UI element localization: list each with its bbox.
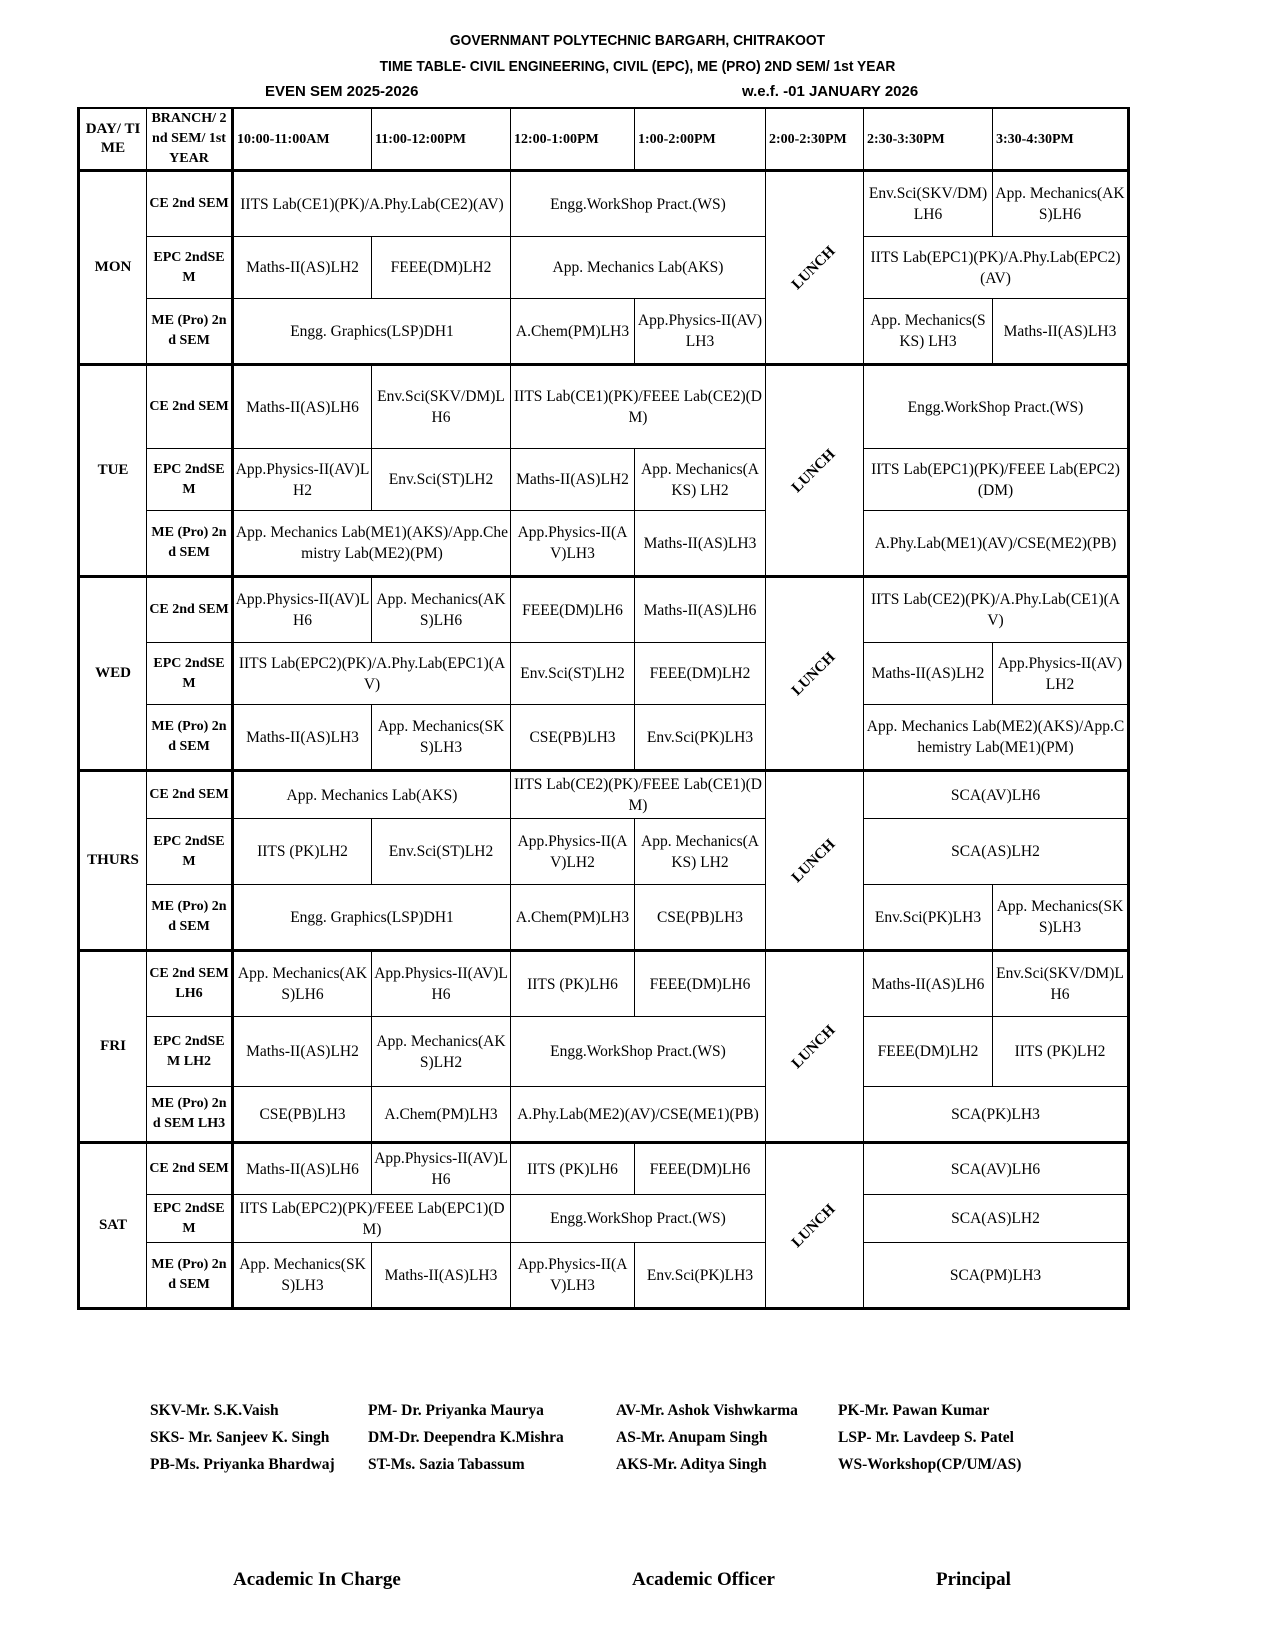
timetable-row [79, 951, 1129, 1017]
class-cell: App. Mechanics(SKS)LH3 [993, 885, 1129, 951]
class-cell: FEEE(DM)LH6 [635, 1143, 766, 1195]
timetable-row [79, 705, 1129, 771]
timetable-row [79, 1195, 1129, 1243]
class-cell: Maths-II(AS)LH2 [233, 237, 372, 299]
class-cell: Maths-II(AS)LH6 [233, 365, 372, 449]
lunch-break [766, 171, 864, 365]
class-cell: App. Mechanics(AKS) LH2 [635, 449, 766, 511]
class-cell: FEEE(DM)LH6 [635, 951, 766, 1017]
branch-label: EPC 2ndSEM [147, 449, 233, 511]
slot-header: 2:00-2:30PM [766, 108, 864, 171]
class-cell: App.Physics-II(AV)LH6 [372, 951, 511, 1017]
class-cell: App. Mechanics(AKS)LH2 [372, 1017, 511, 1087]
branch-label: ME (Pro) 2nd SEM LH3 [147, 1087, 233, 1143]
class-cell: IITS (PK)LH6 [511, 1143, 635, 1195]
day-label: FRI [79, 951, 147, 1143]
class-cell: IITS Lab(CE2)(PK)/A.Phy.Lab(CE1)(AV) [864, 577, 1129, 643]
day-label: SAT [79, 1143, 147, 1309]
class-cell: Maths-II(AS)LH2 [864, 643, 993, 705]
branch-label: ME (Pro) 2nd SEM [147, 705, 233, 771]
class-cell: IITS (PK)LH2 [233, 819, 372, 885]
lunch-label: LUNCH [789, 1021, 839, 1072]
day-label: THURS [79, 771, 147, 951]
class-cell: App.Physics-II(AV)LH2 [511, 819, 635, 885]
class-cell: App. Mechanics(SKS)LH3 [233, 1243, 372, 1309]
lunch-label: LUNCH [789, 648, 839, 699]
class-cell: App.Physics-II(AV)LH3 [511, 511, 635, 577]
day-label: TUE [79, 365, 147, 577]
legend-entry: SKS- Mr. Sanjeev K. Singh [150, 1429, 330, 1446]
class-cell: IITS Lab(EPC1)(PK)/FEEE Lab(EPC2)(DM) [864, 449, 1129, 511]
branch-label: CE 2nd SEM LH6 [147, 951, 233, 1017]
class-cell: Env.Sci(PK)LH3 [635, 705, 766, 771]
branch-label: EPC 2ndSEM LH2 [147, 1017, 233, 1087]
legend-entry: DM-Dr. Deependra K.Mishra [368, 1429, 564, 1446]
branch-label: EPC 2ndSEM [147, 819, 233, 885]
class-cell: IITS (PK)LH2 [993, 1017, 1129, 1087]
class-cell: FEEE(DM)LH2 [372, 237, 511, 299]
timetable-row [79, 449, 1129, 511]
class-cell: Env.Sci(ST)LH2 [372, 449, 511, 511]
branch-header: BRANCH/ 2nd SEM/ 1st YEAR [147, 108, 233, 171]
branch-label: CE 2nd SEM [147, 577, 233, 643]
class-cell: Env.Sci(ST)LH2 [511, 643, 635, 705]
timetable-row [79, 885, 1129, 951]
legend-entry: PB-Ms. Priyanka Bhardwaj [150, 1456, 335, 1473]
class-cell: Engg. Graphics(LSP)DH1 [233, 885, 511, 951]
class-cell: App. Mechanics(AKS)LH6 [233, 951, 372, 1017]
legend-entry: PM- Dr. Priyanka Maurya [368, 1402, 544, 1419]
branch-label: CE 2nd SEM [147, 1143, 233, 1195]
class-cell: IITS Lab(CE2)(PK)/FEEE Lab(CE1)(DM) [511, 771, 766, 819]
class-cell: Maths-II(AS)LH6 [864, 951, 993, 1017]
lunch-label: LUNCH [789, 242, 839, 293]
branch-label: ME (Pro) 2nd SEM [147, 1243, 233, 1309]
branch-label: ME (Pro) 2nd SEM [147, 885, 233, 951]
timetable-row [79, 237, 1129, 299]
timetable-row [79, 1143, 1129, 1195]
class-cell: Env.Sci(SKV/DM)LH6 [993, 951, 1129, 1017]
lunch-label: LUNCH [789, 835, 839, 886]
class-cell: CSE(PB)LH3 [511, 705, 635, 771]
class-cell: Maths-II(AS)LH3 [233, 705, 372, 771]
legend-entry: PK-Mr. Pawan Kumar [838, 1402, 990, 1419]
class-cell: App.Physics-II(AV)LH6 [372, 1143, 511, 1195]
class-cell: App.Physics-II(AV)LH2 [233, 449, 372, 511]
header-row [79, 108, 1129, 171]
slot-header: 1:00-2:00PM [635, 108, 766, 171]
timetable-row [79, 1017, 1129, 1087]
branch-label: EPC 2ndSEM [147, 643, 233, 705]
wef-date: w.e.f. -01 JANUARY 2026 [742, 83, 919, 100]
timetable-row [79, 771, 1129, 819]
timetable [77, 107, 1130, 1310]
timetable-row [79, 511, 1129, 577]
class-cell: Engg.WorkShop Pract.(WS) [864, 365, 1129, 449]
timetable-row [79, 819, 1129, 885]
class-cell: SCA(AV)LH6 [864, 771, 1129, 819]
class-cell: App. Mechanics(SKS)LH3 [372, 705, 511, 771]
lunch-break [766, 951, 864, 1143]
day-label: MON [79, 171, 147, 365]
branch-label: CE 2nd SEM [147, 771, 233, 819]
class-cell: App. Mechanics Lab(AKS) [511, 237, 766, 299]
slot-header: 10:00-11:00AM [233, 108, 372, 171]
class-cell: SCA(AS)LH2 [864, 1195, 1129, 1243]
timetable-row [79, 1087, 1129, 1143]
class-cell: SCA(AS)LH2 [864, 819, 1129, 885]
branch-label: ME (Pro) 2nd SEM [147, 299, 233, 365]
class-cell: FEEE(DM)LH2 [864, 1017, 993, 1087]
class-cell: Env.Sci(SKV/DM)LH6 [864, 171, 993, 237]
timetable-row [79, 643, 1129, 705]
class-cell: Env.Sci(ST)LH2 [372, 819, 511, 885]
signature-academic-in-charge: Academic In Charge [233, 1569, 401, 1590]
class-cell: IITS (PK)LH6 [511, 951, 635, 1017]
class-cell: Engg.WorkShop Pract.(WS) [511, 1195, 766, 1243]
class-cell: Maths-II(AS)LH2 [233, 1017, 372, 1087]
class-cell: SCA(PM)LH3 [864, 1243, 1129, 1309]
lunch-label: LUNCH [789, 445, 839, 496]
legend-entry: AKS-Mr. Aditya Singh [616, 1456, 767, 1473]
signature-principal: Principal [936, 1569, 1011, 1590]
slot-header: 11:00-12:00PM [372, 108, 511, 171]
class-cell: A.Phy.Lab(ME2)(AV)/CSE(ME1)(PB) [511, 1087, 766, 1143]
slot-header: 12:00-1:00PM [511, 108, 635, 171]
class-cell: App.Physics-II(AV)LH2 [993, 643, 1129, 705]
lunch-break [766, 577, 864, 771]
class-cell: IITS Lab(EPC2)(PK)/A.Phy.Lab(EPC1)(AV) [233, 643, 511, 705]
branch-label: ME (Pro) 2nd SEM [147, 511, 233, 577]
class-cell: SCA(AV)LH6 [864, 1143, 1129, 1195]
class-cell: Maths-II(AS)LH3 [372, 1243, 511, 1309]
timetable-subtitle: TIME TABLE- CIVIL ENGINEERING, CIVIL (EPC), ME (PRO) 2ND SEM/ 1st YEAR [379, 58, 896, 75]
class-cell: IITS Lab(CE1)(PK)/A.Phy.Lab(CE2)(AV) [233, 171, 511, 237]
class-cell: App. Mechanics Lab(AKS) [233, 771, 511, 819]
timetable-row [79, 299, 1129, 365]
lunch-break [766, 1143, 864, 1309]
class-cell: Maths-II(AS)LH3 [993, 299, 1129, 365]
class-cell: CSE(PB)LH3 [233, 1087, 372, 1143]
class-cell: A.Chem(PM)LH3 [511, 299, 635, 365]
branch-label: CE 2nd SEM [147, 365, 233, 449]
day-label: WED [79, 577, 147, 771]
class-cell: FEEE(DM)LH6 [511, 577, 635, 643]
class-cell: Engg.WorkShop Pract.(WS) [511, 1017, 766, 1087]
class-cell: IITS Lab(CE1)(PK)/FEEE Lab(CE2)(DM) [511, 365, 766, 449]
class-cell: Maths-II(AS)LH2 [511, 449, 635, 511]
class-cell: CSE(PB)LH3 [635, 885, 766, 951]
class-cell: App. Mechanics(AKS)LH6 [993, 171, 1129, 237]
class-cell: SCA(PK)LH3 [864, 1087, 1129, 1143]
timetable-row [79, 171, 1129, 237]
class-cell: App. Mechanics Lab(ME1)(AKS)/App.Chemistry Lab(ME2)(PM) [233, 511, 511, 577]
class-cell: App. Mechanics Lab(ME2)(AKS)/App.Chemistry Lab(ME1)(PM) [864, 705, 1129, 771]
day-time-header: DAY/ TIME [79, 108, 147, 171]
class-cell: App. Mechanics(AKS) LH2 [635, 819, 766, 885]
class-cell: A.Phy.Lab(ME1)(AV)/CSE(ME2)(PB) [864, 511, 1129, 577]
class-cell: A.Chem(PM)LH3 [511, 885, 635, 951]
lunch-break [766, 365, 864, 577]
class-cell: Engg.WorkShop Pract.(WS) [511, 171, 766, 237]
legend-entry: AV-Mr. Ashok Vishwkarma [616, 1402, 798, 1419]
legend-entry: SKV-Mr. S.K.Vaish [150, 1402, 279, 1419]
class-cell: App.Physics-II(AV)LH6 [233, 577, 372, 643]
institute-title: GOVERNMANT POLYTECHNIC BARGARH, CHITRAKOOT [449, 32, 826, 49]
slot-header: 2:30-3:30PM [864, 108, 993, 171]
legend-entry: ST-Ms. Sazia Tabassum [368, 1456, 525, 1473]
lunch-label: LUNCH [789, 1200, 839, 1251]
legend-entry: AS-Mr. Anupam Singh [616, 1429, 768, 1446]
class-cell: App. Mechanics(AKS)LH6 [372, 577, 511, 643]
legend-entry: WS-Workshop(CP/UM/AS) [838, 1456, 1022, 1473]
class-cell: Env.Sci(PK)LH3 [635, 1243, 766, 1309]
class-cell: App. Mechanics(SKS) LH3 [864, 299, 993, 365]
class-cell: FEEE(DM)LH2 [635, 643, 766, 705]
timetable-row [79, 365, 1129, 449]
lunch-break [766, 771, 864, 951]
timetable-row [79, 577, 1129, 643]
session-label: EVEN SEM 2025-2026 [265, 83, 419, 100]
class-cell: Maths-II(AS)LH6 [233, 1143, 372, 1195]
class-cell: Maths-II(AS)LH6 [635, 577, 766, 643]
class-cell: Env.Sci(PK)LH3 [864, 885, 993, 951]
class-cell: A.Chem(PM)LH3 [372, 1087, 511, 1143]
branch-label: CE 2nd SEM [147, 171, 233, 237]
class-cell: App.Physics-II(AV)LH3 [511, 1243, 635, 1309]
class-cell: IITS Lab(EPC1)(PK)/A.Phy.Lab(EPC2)(AV) [864, 237, 1129, 299]
class-cell: Maths-II(AS)LH3 [635, 511, 766, 577]
slot-header: 3:30-4:30PM [993, 108, 1129, 171]
class-cell: Env.Sci(SKV/DM)LH6 [372, 365, 511, 449]
class-cell: Engg. Graphics(LSP)DH1 [233, 299, 511, 365]
branch-label: EPC 2ndSEM [147, 237, 233, 299]
timetable-row [79, 1243, 1129, 1309]
class-cell: App.Physics-II(AV)LH3 [635, 299, 766, 365]
signature-academic-officer: Academic Officer [632, 1569, 775, 1590]
legend-entry: LSP- Mr. Lavdeep S. Patel [838, 1429, 1014, 1446]
branch-label: EPC 2ndSEM [147, 1195, 233, 1243]
class-cell: IITS Lab(EPC2)(PK)/FEEE Lab(EPC1)(DM) [233, 1195, 511, 1243]
